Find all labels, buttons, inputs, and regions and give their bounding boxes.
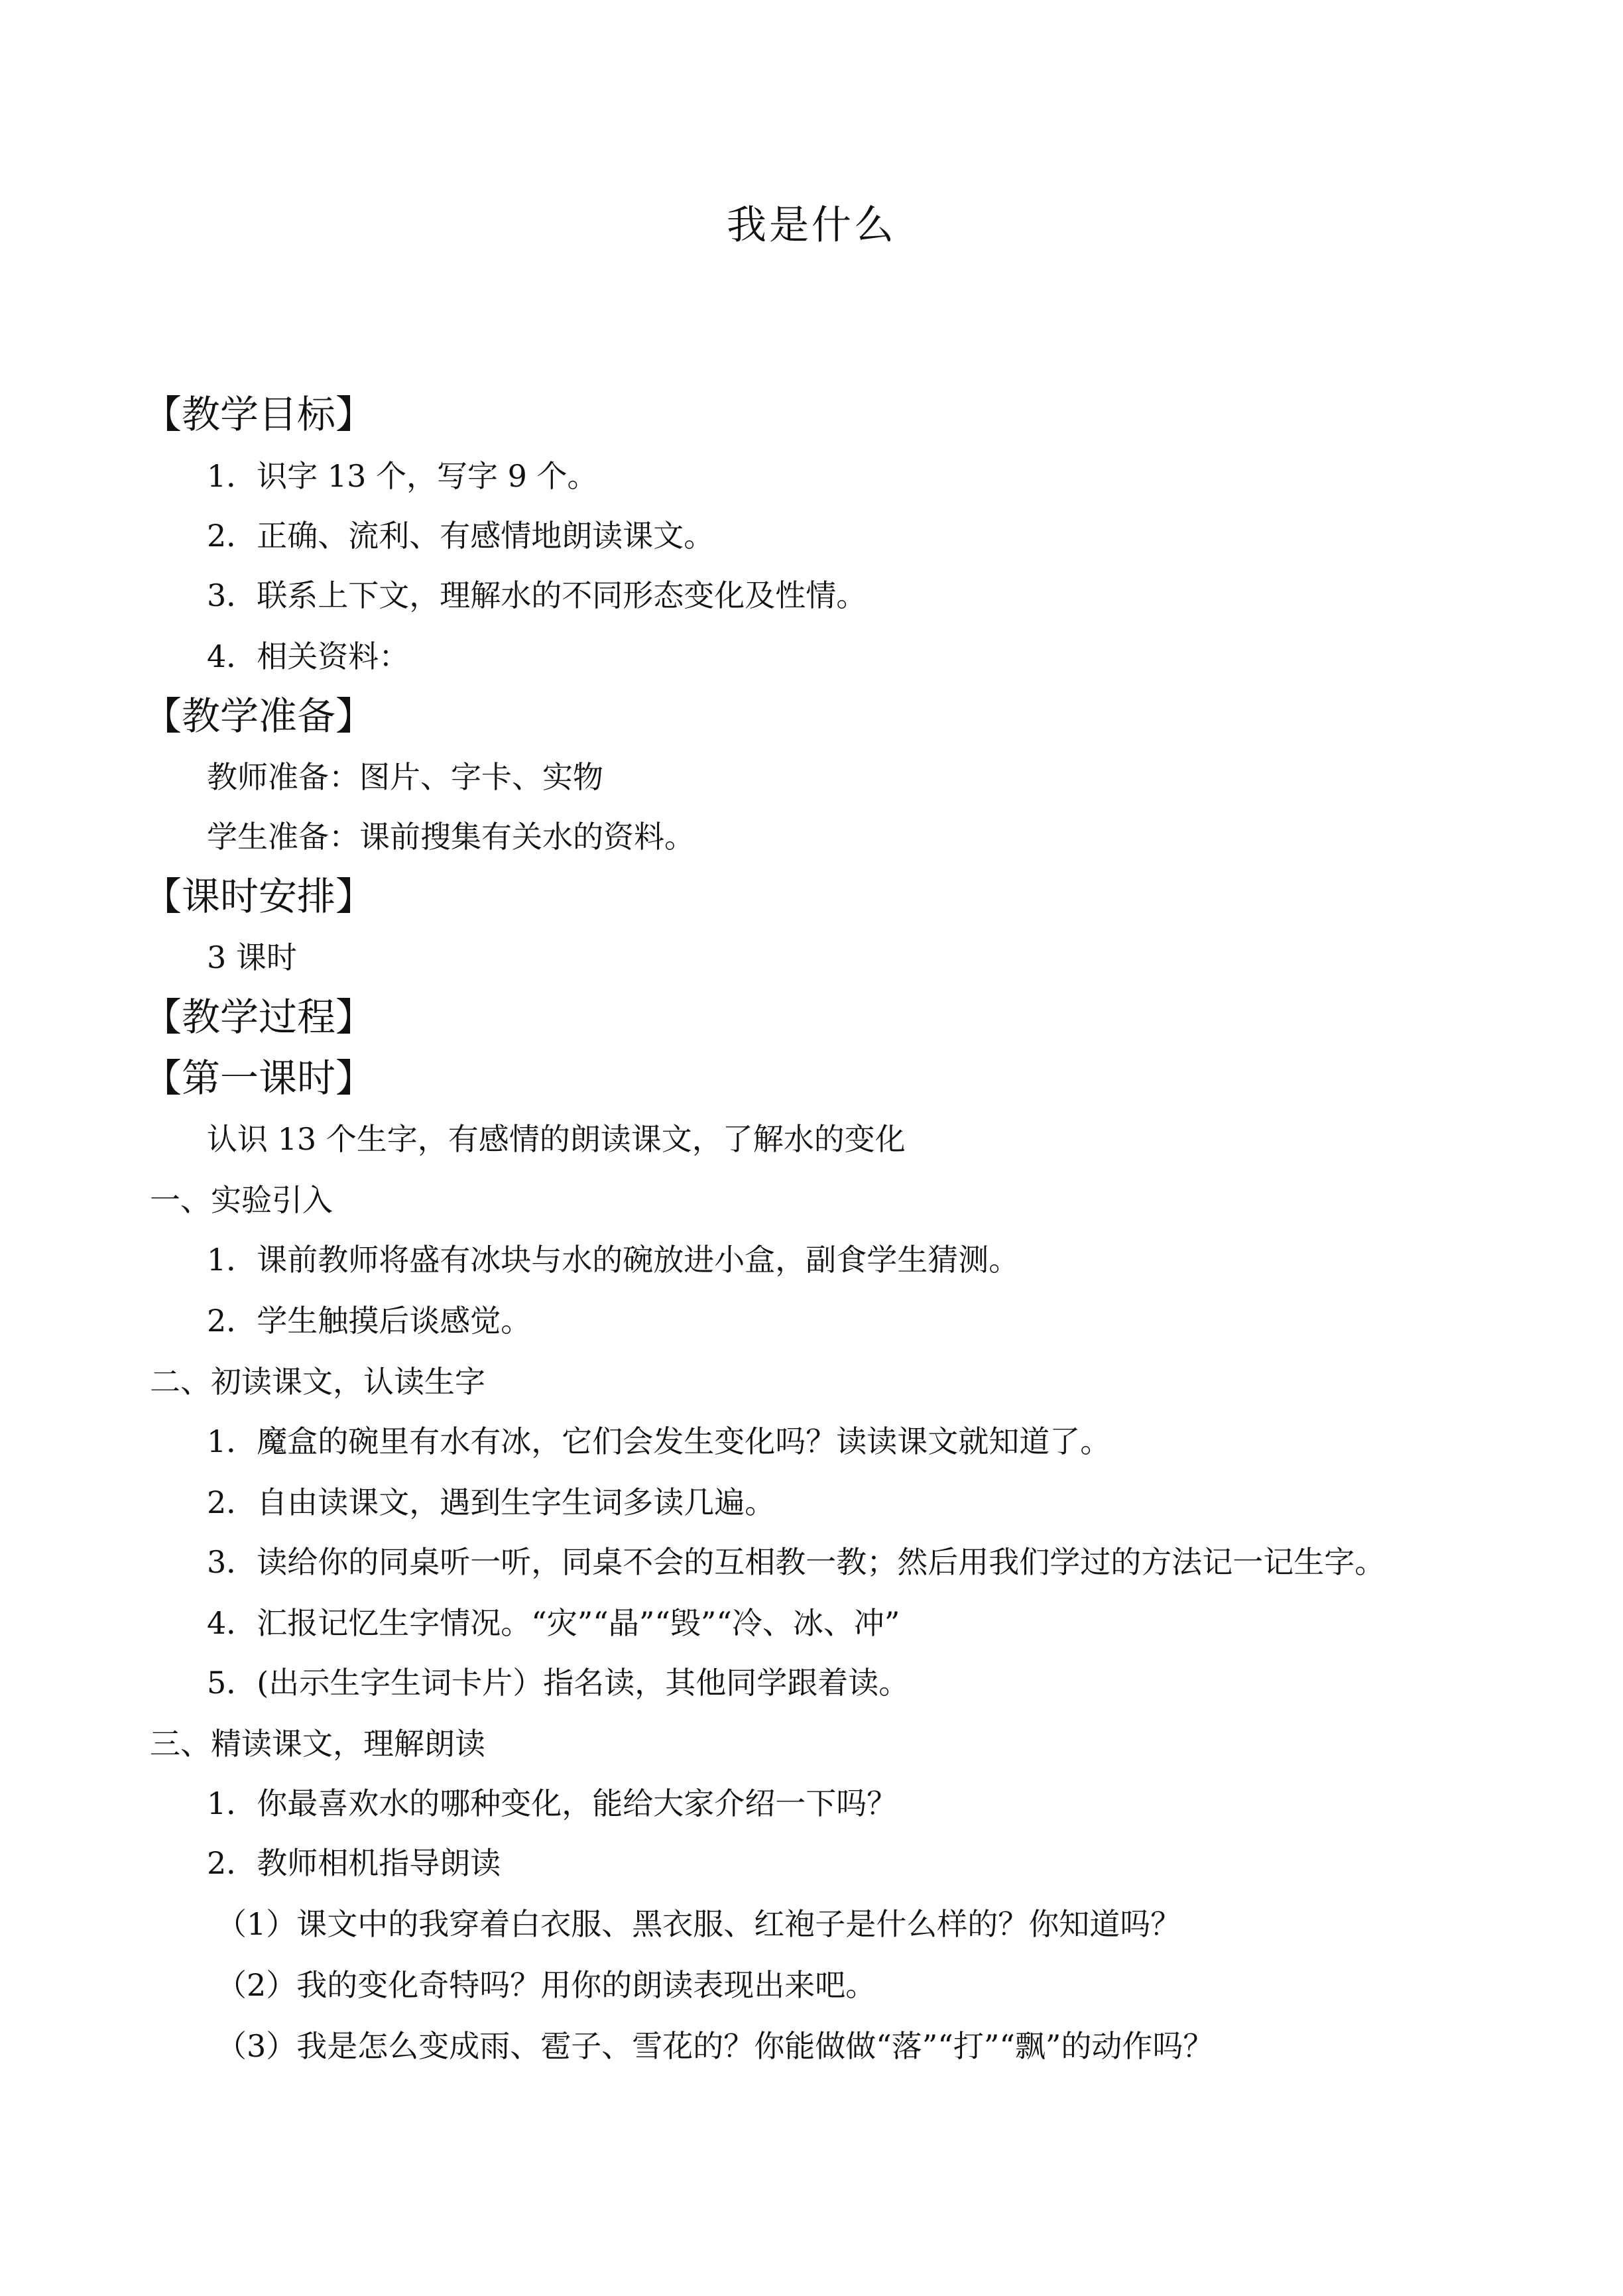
paragraph-line: （1）课文中的我穿着白衣服、黑衣服、红袍子是什么样的？你知道吗？ xyxy=(216,1906,1181,1942)
section-heading xyxy=(143,691,374,741)
paragraph-line: 2．学生触摸后谈感觉。 xyxy=(207,1303,532,1339)
paragraph-line: 1．识字 13 个，写字 9 个。 xyxy=(207,458,598,494)
heading-bracket-left: 【 xyxy=(143,694,182,739)
heading-text: 第一课时 xyxy=(182,1056,336,1101)
paragraph-line: 2．教师相机指导朗读 xyxy=(207,1845,501,1881)
heading-bracket-right: 】 xyxy=(335,995,375,1040)
section-heading xyxy=(143,992,374,1042)
heading-bracket-left: 【 xyxy=(143,392,182,437)
heading-text: 教学过程 xyxy=(182,995,336,1040)
heading-text: 课时安排 xyxy=(182,874,336,919)
paragraph-line: 3 课时 xyxy=(207,939,297,975)
paragraph-line: 学生准备：课前搜集有关水的资料。 xyxy=(207,819,695,855)
heading-bracket-left: 【 xyxy=(143,874,182,919)
paragraph-line: 2．自由读课文，遇到生字生词多读几遍。 xyxy=(207,1484,776,1520)
heading-bracket-right: 】 xyxy=(335,874,375,919)
paragraph-line: （3）我是怎么变成雨、雹子、雪花的？你能做做“落”“打”“飘”的动作吗？ xyxy=(216,2028,1214,2064)
heading-text: 教学目标 xyxy=(182,392,336,437)
section-heading xyxy=(143,1053,374,1103)
paragraph-line: 3．联系上下文，理解水的不同形态变化及性情。 xyxy=(207,577,867,613)
paragraph-line: 1．课前教师将盛有冰块与水的碗放进小盒，副食学生猜测。 xyxy=(207,1242,1020,1278)
heading-text: 教学准备 xyxy=(182,694,336,739)
paragraph-line: 教师准备：图片、字卡、实物 xyxy=(207,759,603,795)
paragraph-line: 5．(出示生字生词卡片）指名读，其他同学跟着读。 xyxy=(207,1665,910,1701)
heading-bracket-right: 】 xyxy=(335,1056,375,1101)
section-subheading: 一、实验引入 xyxy=(150,1182,333,1218)
paragraph-line: 认识 13 个生字，有感情的朗读课文，了解水的变化 xyxy=(207,1121,906,1157)
section-subheading: 二、初读课文，认读生字 xyxy=(150,1364,485,1400)
heading-bracket-left: 【 xyxy=(143,995,182,1040)
paragraph-line: 1．魔盒的碗里有水有冰，它们会发生变化吗？读读课文就知道了。 xyxy=(207,1423,1111,1459)
paragraph-line: 4．汇报记忆生字情况。“灾”“晶”“毁”“冷、冰、冲” xyxy=(207,1605,900,1641)
paragraph-line: 2．正确、流利、有感情地朗读课文。 xyxy=(207,518,715,554)
heading-bracket-left: 【 xyxy=(143,1056,182,1101)
paragraph-line: 4．相关资料： xyxy=(207,638,410,674)
heading-bracket-right: 】 xyxy=(335,694,375,739)
paragraph-line: 1．你最喜欢水的哪种变化，能给大家介绍一下吗？ xyxy=(207,1785,898,1821)
section-subheading: 三、精读课文，理解朗读 xyxy=(150,1726,485,1762)
paragraph-line: 3．读给你的同桌听一听，同桌不会的互相教一教；然后用我们学过的方法记一记生字。 xyxy=(207,1544,1386,1580)
section-heading xyxy=(143,389,374,440)
section-heading xyxy=(143,871,374,922)
paragraph-line: （2）我的变化奇特吗？用你的朗读表现出来吧。 xyxy=(216,1967,876,2003)
heading-bracket-right: 】 xyxy=(335,392,375,437)
document-title: 我是什么 xyxy=(727,202,896,249)
